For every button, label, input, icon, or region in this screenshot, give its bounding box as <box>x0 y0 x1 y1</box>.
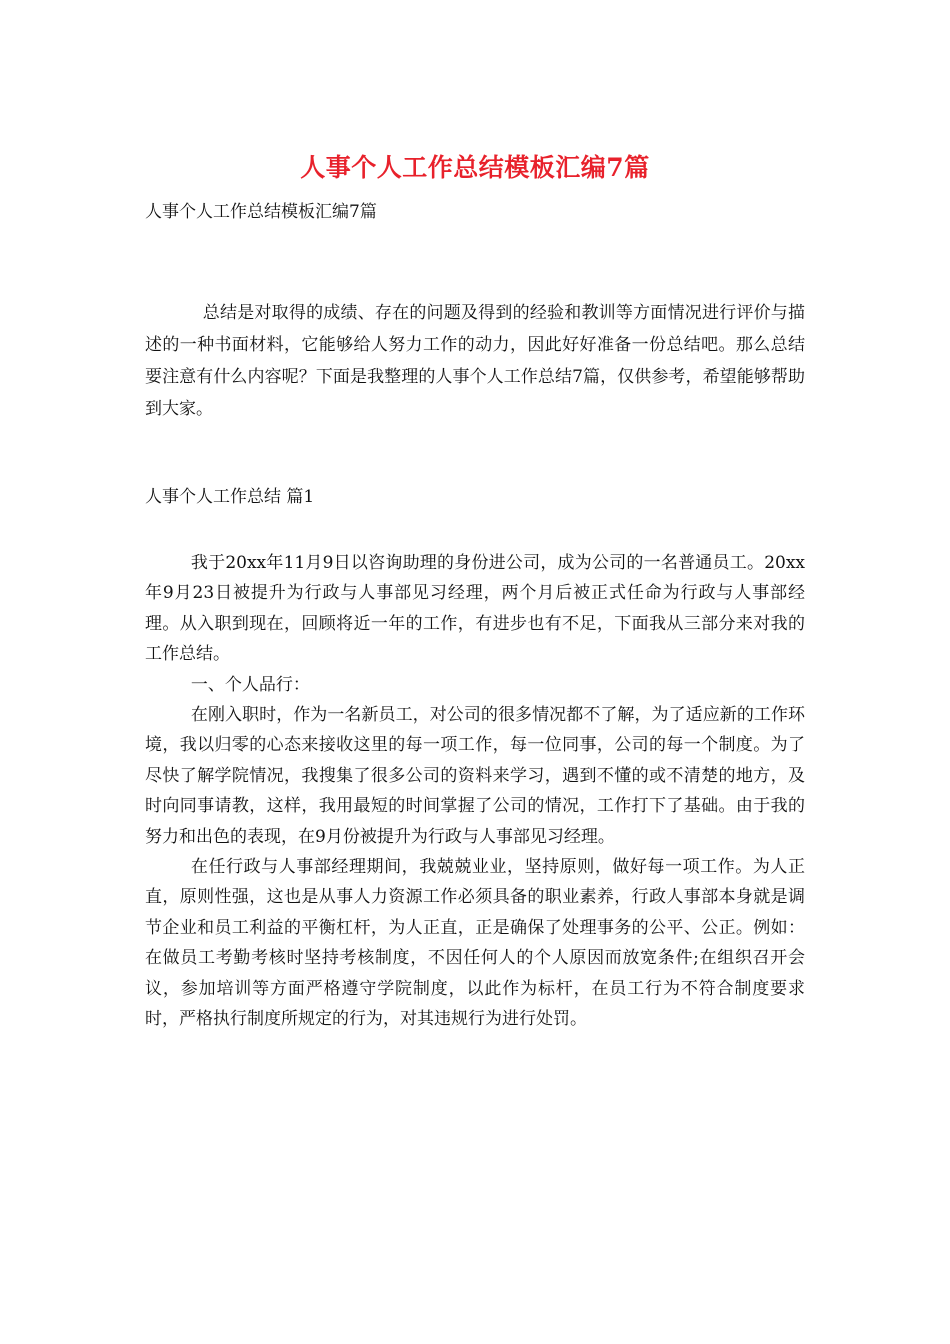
content-block <box>145 548 805 1035</box>
paragraph-3: 在刚入职时，作为一名新员工，对公司的很多情况都不了解，为了适应新的工作环境，我以归零的心态来接收这里的每一项工作，每一位同事，公司的每一个制度。为了尽快了解学院情况，我搜集了很多公司的资料来学习，遇到不懂的或不清楚的地方，及时向同事请教，这样，我用最短的时间掌握了公司的情况，工作打下了基础。由于我的努力和出色的表现，在9月份被提升为行政与人事部见习经理。 <box>145 705 805 847</box>
paragraph-4: 在任行政与人事部经理期间，我兢兢业业，坚持原则，做好每一项工作。为人正直，原则性强，这也是从事人力资源工作必须具备的职业素养，行政人事部本身就是调节企业和员工利益的平衡杠杆，为人正直，正是确保了处理事务的公平、公正。例如：在做员工考勤考核时坚持考核制度，不因任何人的个人原因而放宽条件;在组织召开会议，参加培训等方面严格遵守学院制度，以此作为标杆，在员工行为不符合制度要求时，严格执行制度所规定的行为，对其违规行为进行处罚。 <box>145 857 805 1030</box>
paragraph-2-heading: 一、个人品行： <box>190 674 310 695</box>
section-heading: 人事个人工作总结 篇1 <box>145 487 315 507</box>
document-title: 人事个人工作总结模板汇编7篇 <box>300 153 650 182</box>
paragraph-1: 我于20xx年11月9日以咨询助理的身份进公司，成为公司的一名普通员工。20xx年9月23日被提升为行政与人事部见习经理，两个月后被正式任命为行政与人事部经理。从入职到现在，回顾将近一年的工作，有进步也有不足，下面我从三部分来对我的工作总结。 <box>145 553 805 665</box>
intro-block <box>145 297 805 425</box>
intro-paragraph: 总结是对取得的成绩、存在的问题及得到的经验和教训等方面情况进行评价与描述的一种书面材料，它能够给人努力工作的动力，因此好好准备一份总结吧。那么总结要注意有什么内容呢？下面是我整理的人事个人工作总结7篇，仅供参考，希望能够帮助到大家。 <box>145 303 805 419</box>
document-subtitle: 人事个人工作总结模板汇编7篇 <box>145 202 377 222</box>
